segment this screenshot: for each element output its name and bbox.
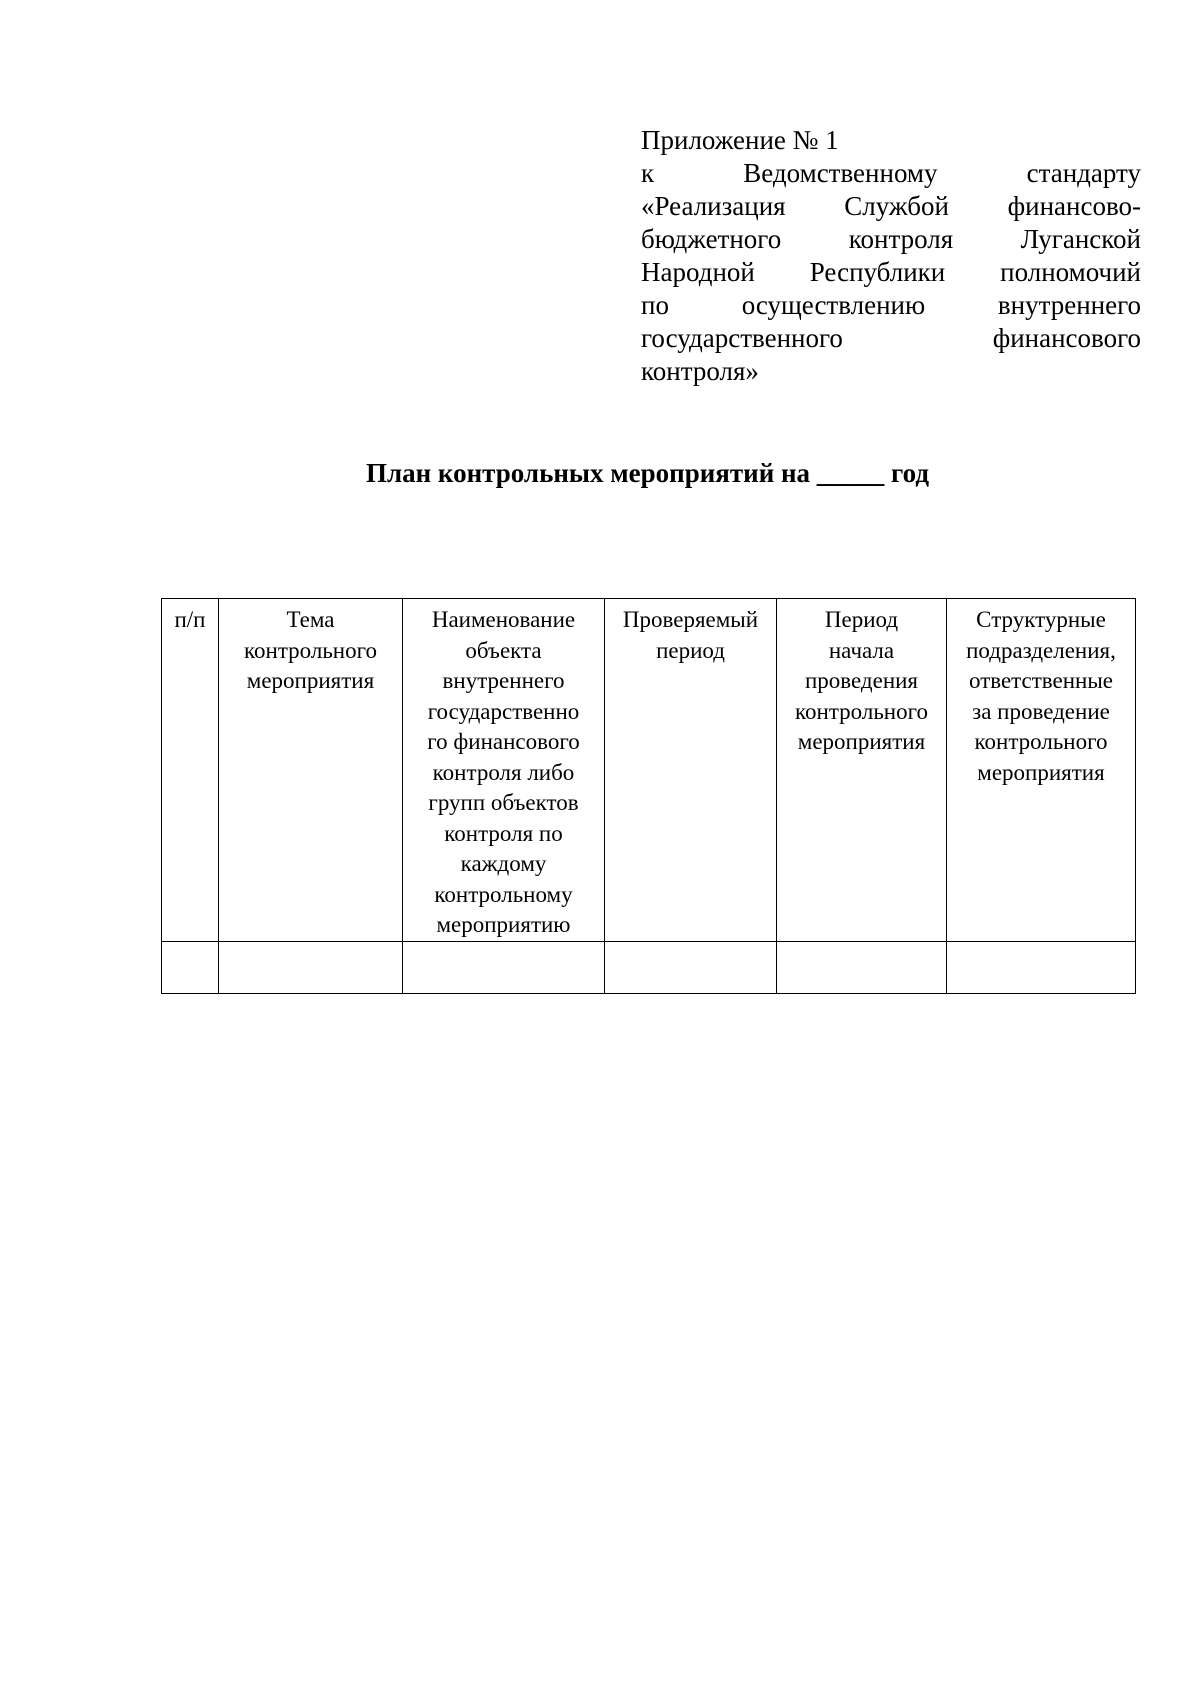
header-line: мероприятию — [436, 912, 571, 937]
header-topic — [219, 599, 403, 942]
appendix-line: «Реализация Службой финансово- — [641, 191, 1141, 221]
header-line: Структурные — [976, 607, 1106, 632]
appendix-line: Народной Республики полномочий — [641, 257, 1141, 287]
header-line: государственно — [427, 698, 580, 724]
header-start-period — [777, 599, 947, 942]
header-audit-period — [605, 599, 777, 942]
table-cell — [777, 941, 947, 993]
table-cell — [947, 941, 1136, 993]
header-line: проведения — [804, 668, 919, 693]
appendix-line: государственного финансового — [641, 323, 1141, 353]
header-line: го финансового — [427, 729, 580, 754]
header-line: контроля по — [444, 820, 563, 846]
header-line: Тема — [286, 607, 335, 632]
appendix-line: к Ведомственному стандарту — [641, 158, 1141, 188]
header-line: контрольного — [795, 698, 928, 724]
header-line: мероприятия — [246, 668, 375, 693]
header-line: начала — [828, 637, 895, 663]
header-line: ответственные — [969, 668, 1113, 693]
header-line: Период — [824, 607, 899, 632]
header-object-name — [403, 599, 605, 942]
plan-table — [161, 598, 1136, 994]
header-line: внутреннего — [442, 668, 565, 693]
appendix-line: контроля» — [641, 356, 759, 386]
appendix-line: Приложение № 1 — [641, 125, 839, 155]
header-line: п/п — [174, 607, 206, 632]
page-title: План контрольных мероприятий на _____ год — [365, 458, 930, 488]
table-cell — [605, 941, 777, 993]
table-cell — [219, 941, 403, 993]
header-line: контрольного — [974, 729, 1108, 754]
header-responsible-units — [947, 599, 1136, 942]
header-line: период — [656, 637, 725, 663]
appendix-line: по осуществлению внутреннего — [641, 290, 1141, 320]
table-cell — [403, 941, 605, 993]
table-row — [162, 941, 1136, 993]
header-line: подразделения, — [966, 637, 1116, 663]
header-number — [162, 599, 219, 942]
header-line: контроля либо — [432, 759, 575, 785]
header-line: за проведение — [972, 698, 1110, 724]
header-line: объекта — [465, 637, 542, 663]
header-line: контрольному — [434, 881, 573, 907]
appendix-header — [641, 124, 1141, 388]
table-header-row — [162, 599, 1136, 942]
header-line: каждому — [460, 851, 547, 876]
appendix-line: бюджетного контроля Луганской — [641, 224, 1141, 254]
header-line: мероприятия — [797, 729, 926, 754]
header-line: Наименование — [431, 607, 576, 632]
header-line: мероприятия — [977, 759, 1105, 785]
table-cell — [162, 941, 219, 993]
header-line: групп объектов — [428, 790, 579, 815]
header-line: Проверяемый — [622, 607, 759, 632]
header-line: контрольного — [244, 637, 377, 663]
